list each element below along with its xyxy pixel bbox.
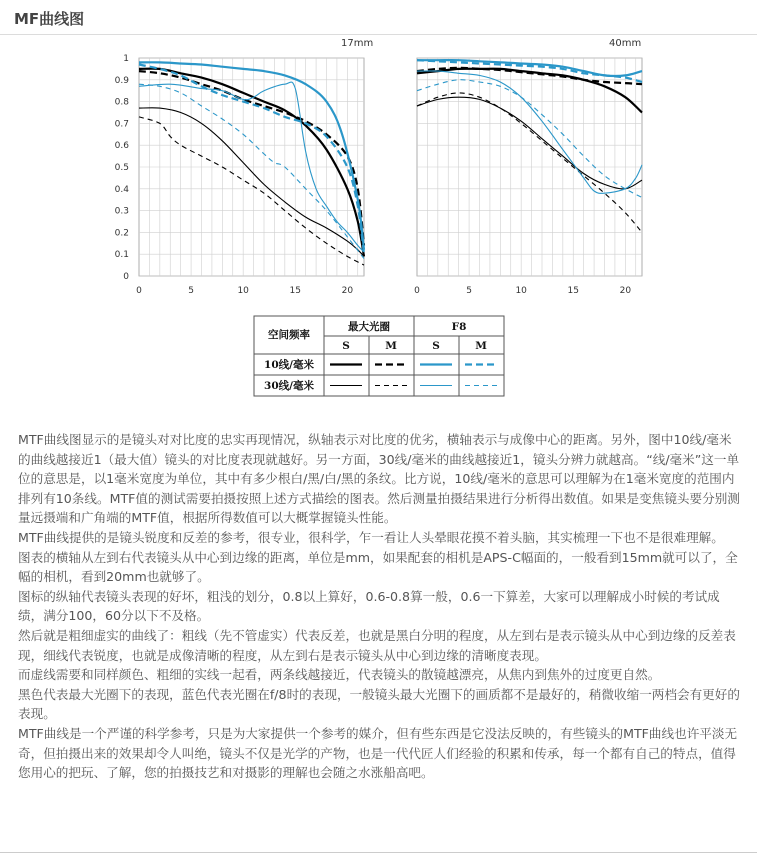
series-line-3 — [139, 108, 364, 257]
legend-group-max-aperture: 最大光圈 — [348, 321, 390, 333]
article-paragraph: 图表的横轴从左到右代表镜头从中心到边缘的距离，单位是mm，如果配套的相机是APS-C幅面的，一般看到15mm就可以了，全幅的相机，看到20mm也就够了。 — [18, 549, 738, 585]
bottom-divider — [0, 852, 757, 853]
mtf-charts-figure — [0, 36, 757, 398]
y-tick-label: 0.1 — [114, 250, 129, 261]
chart-40mm-title: 40mm — [609, 38, 642, 49]
title-divider — [0, 34, 757, 35]
article-body — [18, 430, 744, 783]
y-tick-label: 0.7 — [114, 119, 129, 130]
chart-17mm-title: 17mm — [341, 38, 374, 49]
chart-17mm-x-ticks — [136, 286, 353, 296]
series-line-6 — [139, 65, 364, 255]
y-tick-label: 0.4 — [114, 184, 129, 195]
x-tick-label: 5 — [466, 286, 472, 296]
article-paragraph: MTF曲线提供的是镜头锐度和反差的参考，很专业，很科学，乍一看让人头晕眼花摸不着头脑，其实梳理一下也不是很难理解。 — [18, 529, 724, 545]
x-tick-label: 15 — [567, 286, 579, 296]
y-tick-label: 0.9 — [114, 75, 129, 86]
legend-row-header: 空间频率 — [268, 329, 310, 341]
chart-40mm-x-ticks — [414, 286, 631, 296]
y-tick-label: 0.6 — [114, 141, 129, 152]
page-title: MF曲线图 — [14, 10, 85, 28]
legend-col-s-max: S — [342, 340, 350, 352]
x-tick-label: 20 — [619, 286, 632, 296]
article-paragraph: 而虚线需要和同样颜色、粗细的实线一起看，两条线越接近，代表镜头的散镜越漂亮，从焦内到焦外的过度更自然。 — [18, 667, 661, 683]
series-line-7 — [417, 71, 642, 193]
y-tick-label: 0.5 — [114, 163, 129, 173]
series-line-4 — [139, 117, 364, 265]
x-tick-label: 10 — [237, 286, 249, 296]
chart-17mm-series — [139, 62, 364, 265]
legend-group-f8: F8 — [451, 321, 467, 333]
x-tick-label: 10 — [515, 286, 527, 296]
x-tick-label: 0 — [136, 286, 142, 296]
chart-40mm-series — [417, 60, 642, 232]
legend-col-m-f8: M — [475, 340, 487, 352]
article-paragraph: MTF曲线图显示的是镜头对对比度的忠实再现情况，纵轴表示对比度的优劣，横轴表示与成像中心的距离。另外，图中10线/毫米的曲线越接近1（最大值）镜头的对比度表现就越好。另一方面，30线/毫米的曲线越接近1，镜头分辨力就越高。“线/毫米”这一单位的意思是，以1毫米宽度为单位，其中有多少根白/黑/白/黑的条纹。比方说，10线/毫米的意思可以理解为在1毫米宽度的范围内排列有10条线。MTF值的测试需要拍摄按照上述方式描绘的图表。然后测量拍摄结果进行分析得出数值。如果是变焦镜头要分别测量远摄端和广角端的MTF值，根据所得数值可以大概掌握镜头性能。 — [18, 432, 740, 526]
article-paragraph: 图标的纵轴代表镜头表现的好坏，粗浅的划分，0.8以上算好，0.6-0.8算一般，0.6一下算差，大家可以理解成小时候的考试成绩，满分100，60分以下不及格。 — [18, 588, 720, 624]
x-tick-label: 20 — [341, 286, 354, 296]
x-tick-label: 15 — [289, 286, 301, 296]
article-paragraph: 黑色代表最大光圈下的表现，蓝色代表光圈在f/8时的表现，一般镜头最大光圈下的画质都不是最好的，稍微收缩一两档会有更好的表现。 — [18, 686, 740, 722]
legend-col-s-f8: S — [432, 340, 440, 352]
y-tick-label: 0 — [123, 272, 129, 282]
y-tick-label: 0.3 — [114, 206, 129, 217]
series-line-4 — [417, 93, 642, 233]
legend-row-10lpmm: 10线/毫米 — [264, 359, 314, 371]
y-tick-label: 0.8 — [114, 97, 129, 108]
legend-col-m-max: M — [385, 340, 397, 352]
x-tick-label: 0 — [414, 286, 420, 296]
chart-17mm-grid — [139, 58, 364, 276]
chart-17mm — [115, 38, 374, 296]
series-line-3 — [417, 97, 642, 189]
y-tick-label: 1 — [123, 54, 129, 64]
x-tick-label: 5 — [188, 286, 194, 296]
chart-40mm-grid — [417, 58, 642, 276]
legend-table — [254, 316, 504, 396]
article-paragraph: 然后就是粗细虚实的曲线了：粗线（先不管虚实）代表反差，也就是黑白分明的程度，从左到右是表示镜头从中心到边缘的反差表现，细线代表锐度，也就是成像清晰的程度，从左到右是表示镜头从中心到边缘的清晰度表现。 — [18, 627, 736, 663]
chart-40mm — [414, 38, 642, 296]
y-tick-label: 0.2 — [114, 228, 129, 239]
legend-row-30lpmm: 30线/毫米 — [264, 380, 314, 392]
article-paragraph: MTF曲线是一个严谨的科学参考，只是为大家提供一个参考的媒介，但有些东西是它没法反映的，有些镜头的MTF曲线也许平淡无奇，但拍摄出来的效果却令人叫绝，镜头不仅是光学的产物，也是一代代匠人们经验的积累和传承，每一个都有自己的特点，值得您用心的把玩、了解，您的拍摄技艺和对摄影的理解也会随之水涨船高吧。 — [18, 725, 738, 781]
series-line-1 — [139, 69, 364, 257]
chart-17mm-y-ticks — [115, 54, 130, 282]
